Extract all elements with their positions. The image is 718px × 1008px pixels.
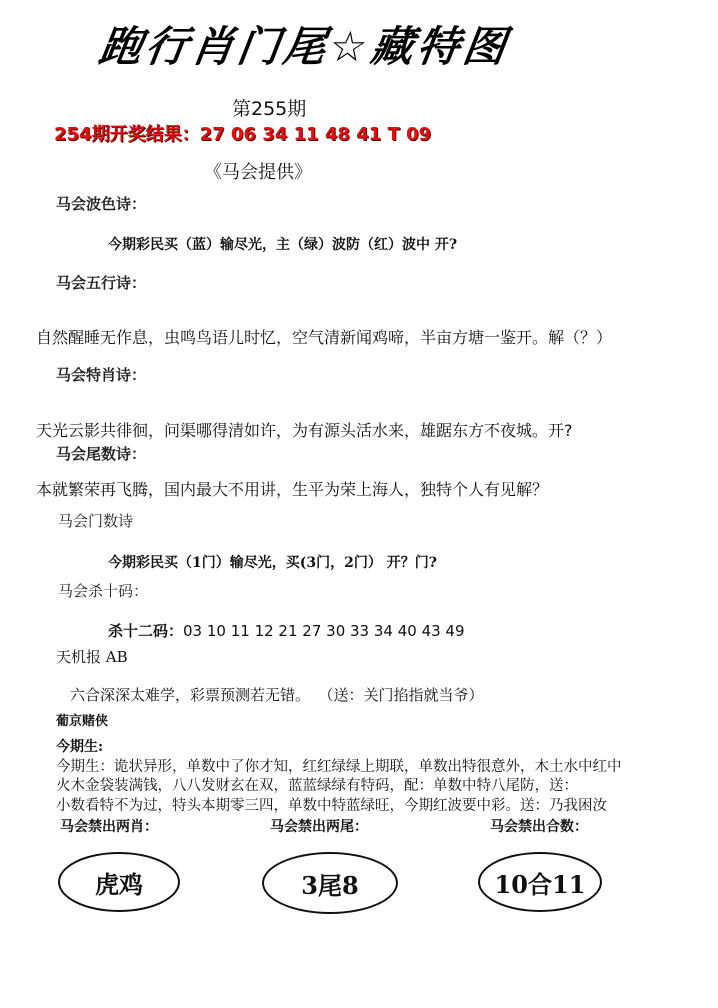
- forbidden-tail-label: 马会禁出两尾：: [270, 819, 368, 835]
- door-poem-label: 马会门数诗: [58, 512, 134, 530]
- five-element-label: 马会五行诗：: [56, 274, 147, 292]
- kill-ten-label: 马会杀十码：: [58, 582, 149, 600]
- issue-number: 第255期: [232, 98, 307, 120]
- tail-poem-label: 马会尾数诗：: [56, 445, 147, 463]
- previous-result: 254期开奖结果：27 06 34 11 48 41 T 09: [54, 124, 432, 145]
- zodiac-poem-label: 马会特肖诗：: [56, 366, 147, 384]
- tianji-label: 天机报 AB: [56, 648, 128, 666]
- tianji-text: 六合深深太难学，彩票预测若无错。: [70, 686, 311, 704]
- forbidden-sum-oval: [478, 852, 602, 912]
- today-line-2: 火木金袋装满钱，八八发财玄在双，蓝蓝绿绿有特码，配：单数中特八尾防，送：: [56, 778, 578, 794]
- forbidden-tail-oval: [262, 852, 398, 914]
- tianji-send: （送：关门掐指就当爷）: [326, 686, 484, 704]
- forbidden-zodiac-oval: [58, 852, 180, 912]
- today-label: 今期生:: [56, 739, 104, 755]
- page-banner-title: 跑行肖门尾☆藏特图: [96, 22, 513, 71]
- today-line-3: 小数看特不为过，特头本期零三四，单数中特蓝绿旺，今期红波要中彩。送：乃我困汝: [56, 798, 607, 814]
- kill-twelve-prefix: 杀十二码：: [108, 622, 184, 640]
- tail-poem-line: 本就繁荣再飞腾，国内最大不用讲，生平为荣上海人，独特个人有见解？: [36, 480, 549, 499]
- color-poem-line: 今期彩民买（蓝）输尽光，主（绿）波防（红）波中 开?: [108, 237, 458, 253]
- forbidden-tail-value: 3尾8: [301, 870, 359, 900]
- macau-label: 葡京赌侠: [56, 714, 109, 729]
- kill-twelve-row: [108, 620, 465, 641]
- color-poem-label: 马会波色诗：: [56, 195, 147, 213]
- kill-twelve-numbers: 03 10 11 12 21 27 30 33 34 40 43 49: [183, 622, 465, 640]
- forbidden-sum-label: 马会禁出合数：: [490, 819, 588, 835]
- forbidden-zodiac-label: 马会禁出两肖：: [60, 819, 158, 835]
- zodiac-poem-line: 天光云影共徘徊，问渠哪得清如许，为有源头活水来，雄踞东方不夜城。开?: [36, 421, 573, 440]
- provider-label: 《马会提供》: [204, 162, 312, 183]
- forbidden-zodiac-value: 虎鸡: [95, 869, 143, 899]
- forbidden-sum-value: 10合11: [494, 869, 586, 899]
- tianji-line: [70, 684, 484, 705]
- five-element-line: 自然醒睡无作息，虫鸣鸟语儿时忆，空气清新闻鸡啼，半亩方塘一鉴开。解（？）: [36, 328, 613, 347]
- today-line-1: 今期生：诡状异形，单数中了你才知，红红绿绿上期联，单数出特很意外，木土水中红中: [56, 759, 622, 775]
- door-poem-line: 今期彩民买（1门）输尽光，买(3门，2门） 开？门?: [108, 555, 437, 571]
